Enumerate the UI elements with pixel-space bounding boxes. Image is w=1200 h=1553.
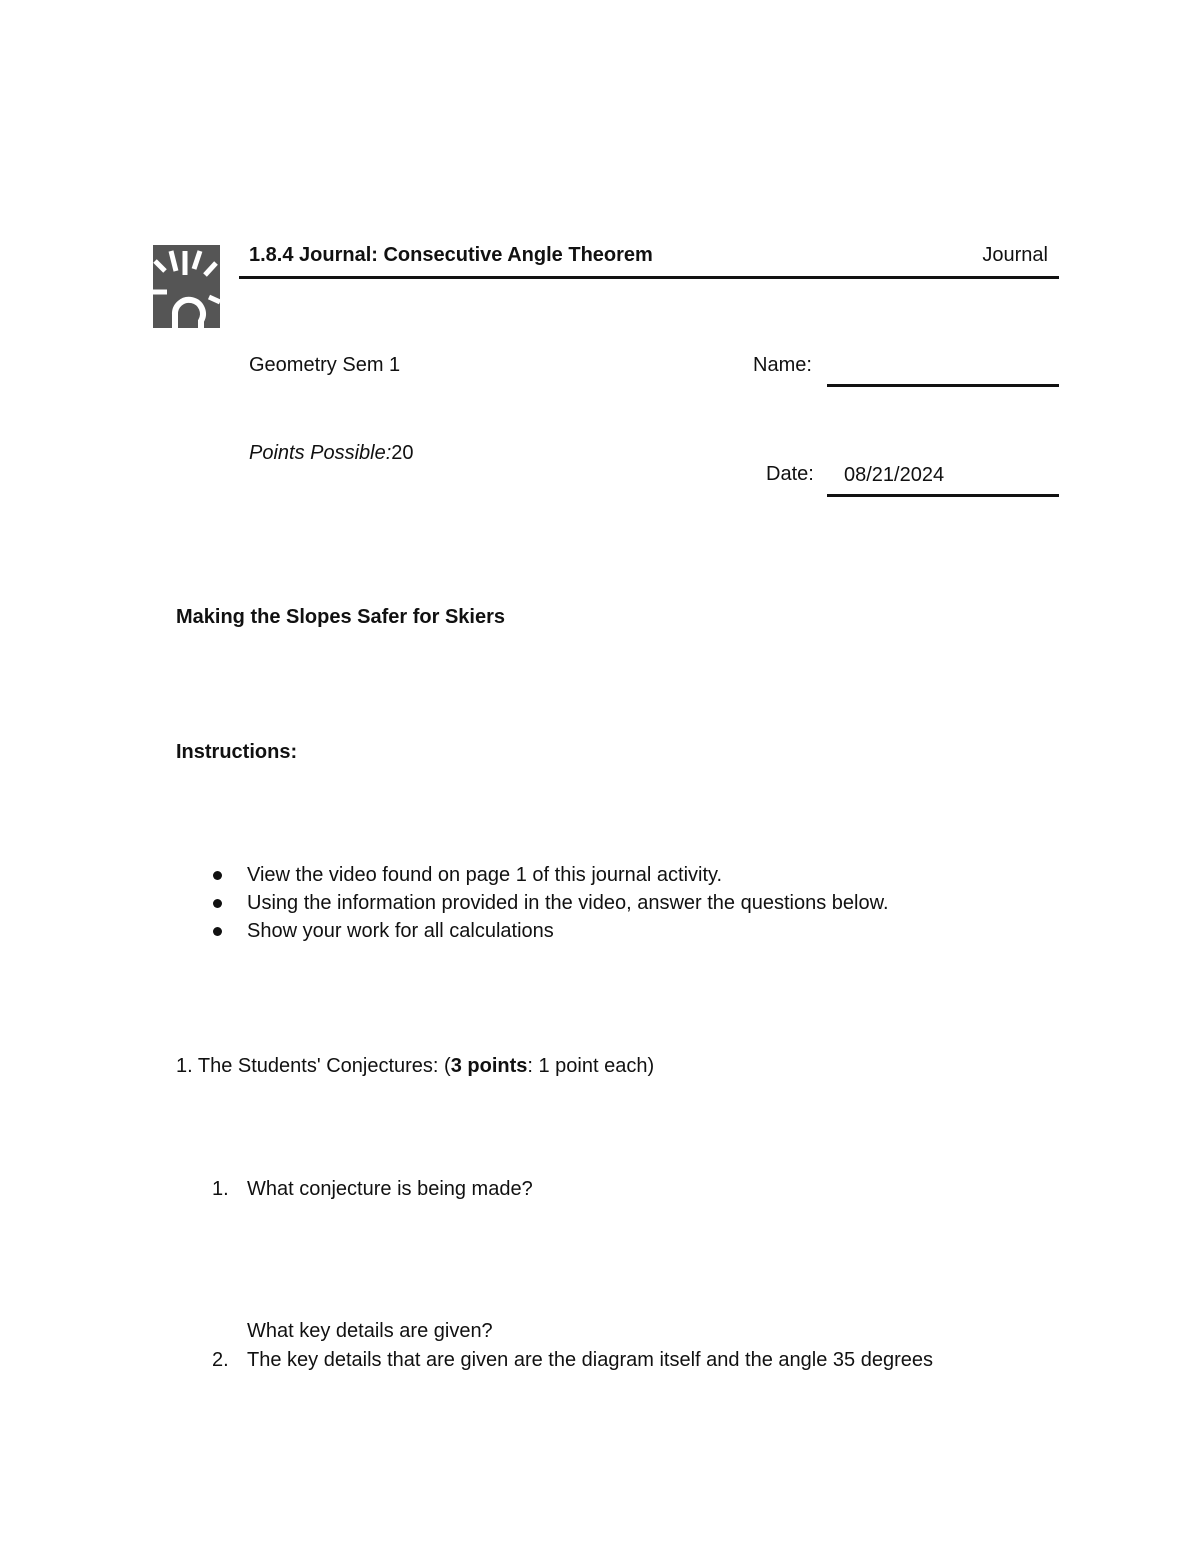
sub-item-question: What key details are given?: [247, 1320, 493, 1342]
instructions-heading: Instructions:: [176, 741, 298, 763]
document-type-label: Journal: [982, 244, 1048, 266]
instruction-text: View the video found on page 1 of this journal activity.: [247, 864, 723, 886]
header-divider: [239, 276, 1059, 279]
sub-item-question: What conjecture is being made?: [247, 1178, 533, 1200]
course-name: Geometry Sem 1: [249, 354, 401, 376]
name-underline: [827, 384, 1059, 387]
question-1-suffix: : 1 point each): [527, 1055, 655, 1077]
instruction-text: Using the information provided in the video, answer the questions below.: [247, 892, 889, 914]
instruction-text: Show your work for all calculations: [247, 920, 554, 942]
list-item: [210, 863, 889, 891]
instructions-list: [210, 863, 889, 947]
sub-item-answer: The key details that are given are the diagram itself and the angle 35 degrees: [247, 1349, 933, 1371]
points-possible-value: 20: [391, 442, 414, 464]
points-possible: [249, 441, 414, 465]
sub-item-number: 2.: [212, 1349, 229, 1371]
sub-item-number: 1.: [212, 1178, 229, 1200]
sunburst-logo-icon: [153, 245, 220, 328]
list-item: [210, 891, 889, 919]
name-label: Name:: [753, 354, 812, 376]
date-underline: [827, 494, 1059, 497]
points-possible-label: Points Possible:: [249, 442, 392, 464]
document-title: 1.8.4 Journal: Consecutive Angle Theorem: [249, 244, 653, 266]
bullet-icon: [213, 927, 222, 936]
question-1-prefix: 1. The Students' Conjectures: (: [176, 1055, 451, 1077]
date-value[interactable]: 08/21/2024: [844, 464, 945, 486]
bullet-icon: [213, 899, 222, 908]
list-item: [210, 919, 889, 947]
question-1-heading: [176, 1054, 654, 1078]
question-1-points: 3 points: [450, 1055, 528, 1077]
activity-title: Making the Slopes Safer for Skiers: [176, 606, 505, 628]
bullet-icon: [213, 871, 222, 880]
date-label: Date:: [766, 463, 814, 485]
